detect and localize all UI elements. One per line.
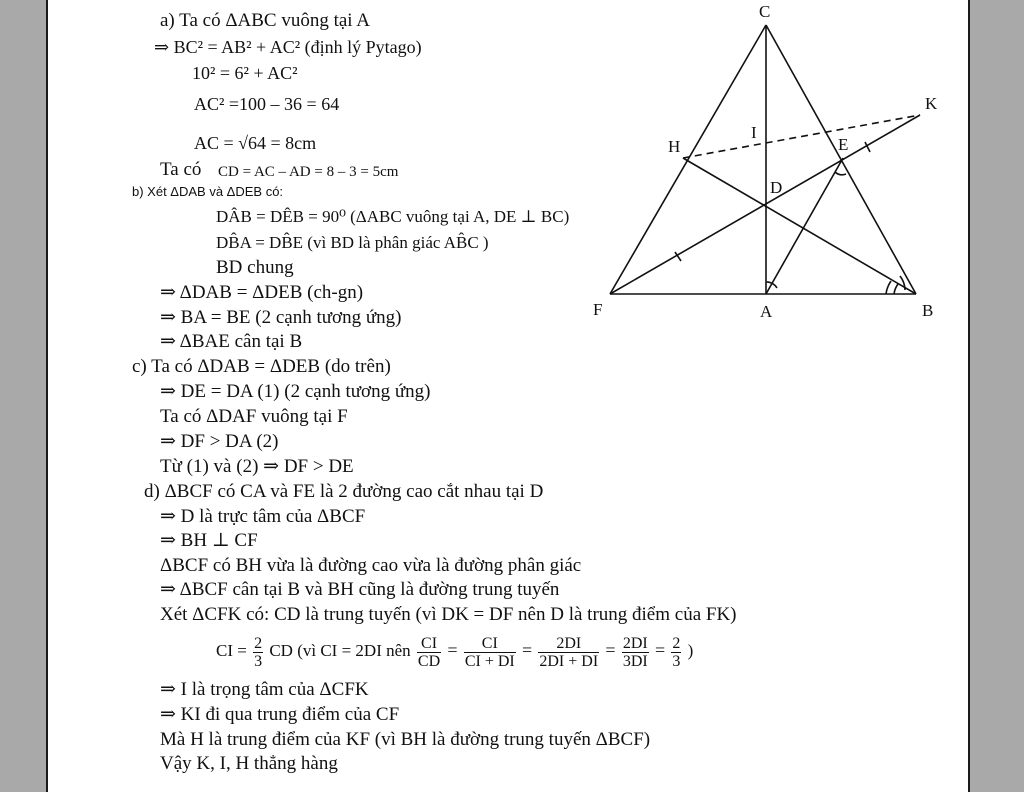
label-d: D bbox=[770, 178, 783, 197]
document-page bbox=[46, 0, 970, 792]
fraction-denominator: 3 bbox=[672, 652, 681, 670]
line-d-bh-perp: ⇒ BH ⊥ CF bbox=[160, 530, 258, 551]
label-f: F bbox=[593, 300, 603, 319]
ci-closing-paren: ) bbox=[687, 641, 694, 660]
fraction-numerator: CI bbox=[464, 635, 516, 653]
fraction-numerator: 2DI bbox=[622, 634, 648, 652]
line-d-ki-midpoint: ⇒ KI đi qua trung điểm của CF bbox=[160, 704, 400, 725]
line-d-intro: d) ΔBCF có CA và FE là 2 đường cao cắt nhau tại D bbox=[144, 481, 544, 502]
fraction-denominator: 3 bbox=[254, 652, 263, 670]
label-b: B bbox=[922, 301, 934, 320]
label-i: I bbox=[751, 123, 757, 142]
angle-arc-b bbox=[894, 284, 898, 294]
segment-bh bbox=[683, 158, 916, 294]
label-k: K bbox=[925, 94, 938, 113]
segment-hk-dashed bbox=[683, 115, 920, 158]
line-c-de-da: ⇒ DE = DA (1) (2 cạnh tương ứng) bbox=[160, 381, 431, 402]
line-d-centroid: ⇒ I là trọng tâm của ΔCFK bbox=[160, 679, 369, 700]
line-b-congruent: ⇒ ΔDAB = ΔDEB (ch-gn) bbox=[160, 282, 364, 303]
line-d-median: Xét ΔCFK có: CD là trung tuyến (vì DK = DF nên D là trung điểm của FK) bbox=[160, 604, 737, 625]
segment-fk bbox=[610, 115, 920, 294]
angle-arc-e bbox=[835, 172, 846, 175]
ci-lead: CI = bbox=[216, 641, 247, 660]
line-ta-co-label: Ta có bbox=[160, 159, 202, 180]
geometry-figure bbox=[48, 0, 968, 792]
line-c-intro: c) Ta có ΔDAB = ΔDEB (do trên) bbox=[132, 356, 391, 377]
fraction-numerator: 2 bbox=[254, 634, 263, 652]
angle-arc-b-inner bbox=[886, 281, 891, 294]
line-d-bh-bisector: ΔBCF có BH vừa là đường cao vừa là đường phân giác bbox=[160, 555, 582, 576]
label-h: H bbox=[668, 137, 681, 156]
fraction-denominator: 3DI bbox=[622, 652, 648, 670]
label-c: C bbox=[759, 2, 771, 21]
fraction-denominator: CI + DI bbox=[464, 652, 515, 670]
line-ac-result: AC = √64 = 8cm bbox=[194, 133, 317, 153]
line-a-intro: a) Ta có ΔABC vuông tại A bbox=[160, 10, 371, 31]
angle-arc-b-outer bbox=[900, 276, 905, 290]
fraction-denominator: CD bbox=[417, 652, 441, 670]
fraction-numerator: 2DI bbox=[538, 635, 599, 653]
line-b-isosceles: ⇒ ΔBAE cân tại B bbox=[160, 331, 303, 352]
line-d-h-midpoint: Mà H là trung điểm của KF (vì BH là đường trung tuyến ΔBCF) bbox=[160, 729, 651, 750]
equals-sign: = bbox=[654, 640, 666, 660]
segment-cf bbox=[610, 25, 766, 294]
line-c-daf: Ta có ΔDAF vuông tại F bbox=[160, 406, 348, 427]
label-e: E bbox=[838, 135, 849, 154]
line-d-collinear: Vậy K, I, H thẳng hàng bbox=[160, 753, 338, 774]
line-b-ba-be: ⇒ BA = BE (2 cạnh tương ứng) bbox=[160, 307, 402, 328]
line-b-common-side: BD chung bbox=[216, 257, 294, 278]
line-c-conclusion: Từ (1) và (2) ⇒ DF > DE bbox=[160, 456, 354, 477]
line-d-isosceles: ⇒ ΔBCF cân tại B và BH cũng là đường trung tuyến bbox=[160, 579, 560, 600]
equals-sign: = bbox=[521, 640, 533, 660]
line-cd-result: CD = AC – AD = 8 – 3 = 5cm bbox=[218, 164, 399, 180]
line-c-df-da: ⇒ DF > DA (2) bbox=[160, 431, 279, 452]
line-b-angle-bisector: DB̂A = DB̂E (vì BD là phân giác AB̂C ) bbox=[216, 233, 489, 252]
line-b-intro: b) Xét ΔDAB và ΔDEB có: bbox=[132, 184, 284, 199]
line-pythagoras: ⇒ BC² = AB² + AC² (định lý Pytago) bbox=[154, 37, 422, 57]
line-b-angle-right: DÂB = DÊB = 90⁰ (ΔABC vuông tại A, DE ⊥ BC) bbox=[216, 207, 570, 226]
fraction-numerator: 2 bbox=[672, 634, 681, 652]
line-ac-squared: AC² =100 – 36 = 64 bbox=[194, 94, 340, 114]
fraction-numerator: CI bbox=[417, 635, 441, 653]
equals-sign: = bbox=[447, 640, 458, 660]
fraction-denominator: 2DI + DI bbox=[539, 652, 599, 670]
ci-middle-text: CD (vì CI = 2DI nên bbox=[269, 641, 411, 660]
line-d-orthocenter: ⇒ D là trực tâm của ΔBCF bbox=[160, 506, 366, 527]
line-substitution: 10² = 6² + AC² bbox=[192, 63, 298, 83]
equals-sign: = bbox=[605, 640, 616, 660]
label-a: A bbox=[760, 302, 773, 321]
